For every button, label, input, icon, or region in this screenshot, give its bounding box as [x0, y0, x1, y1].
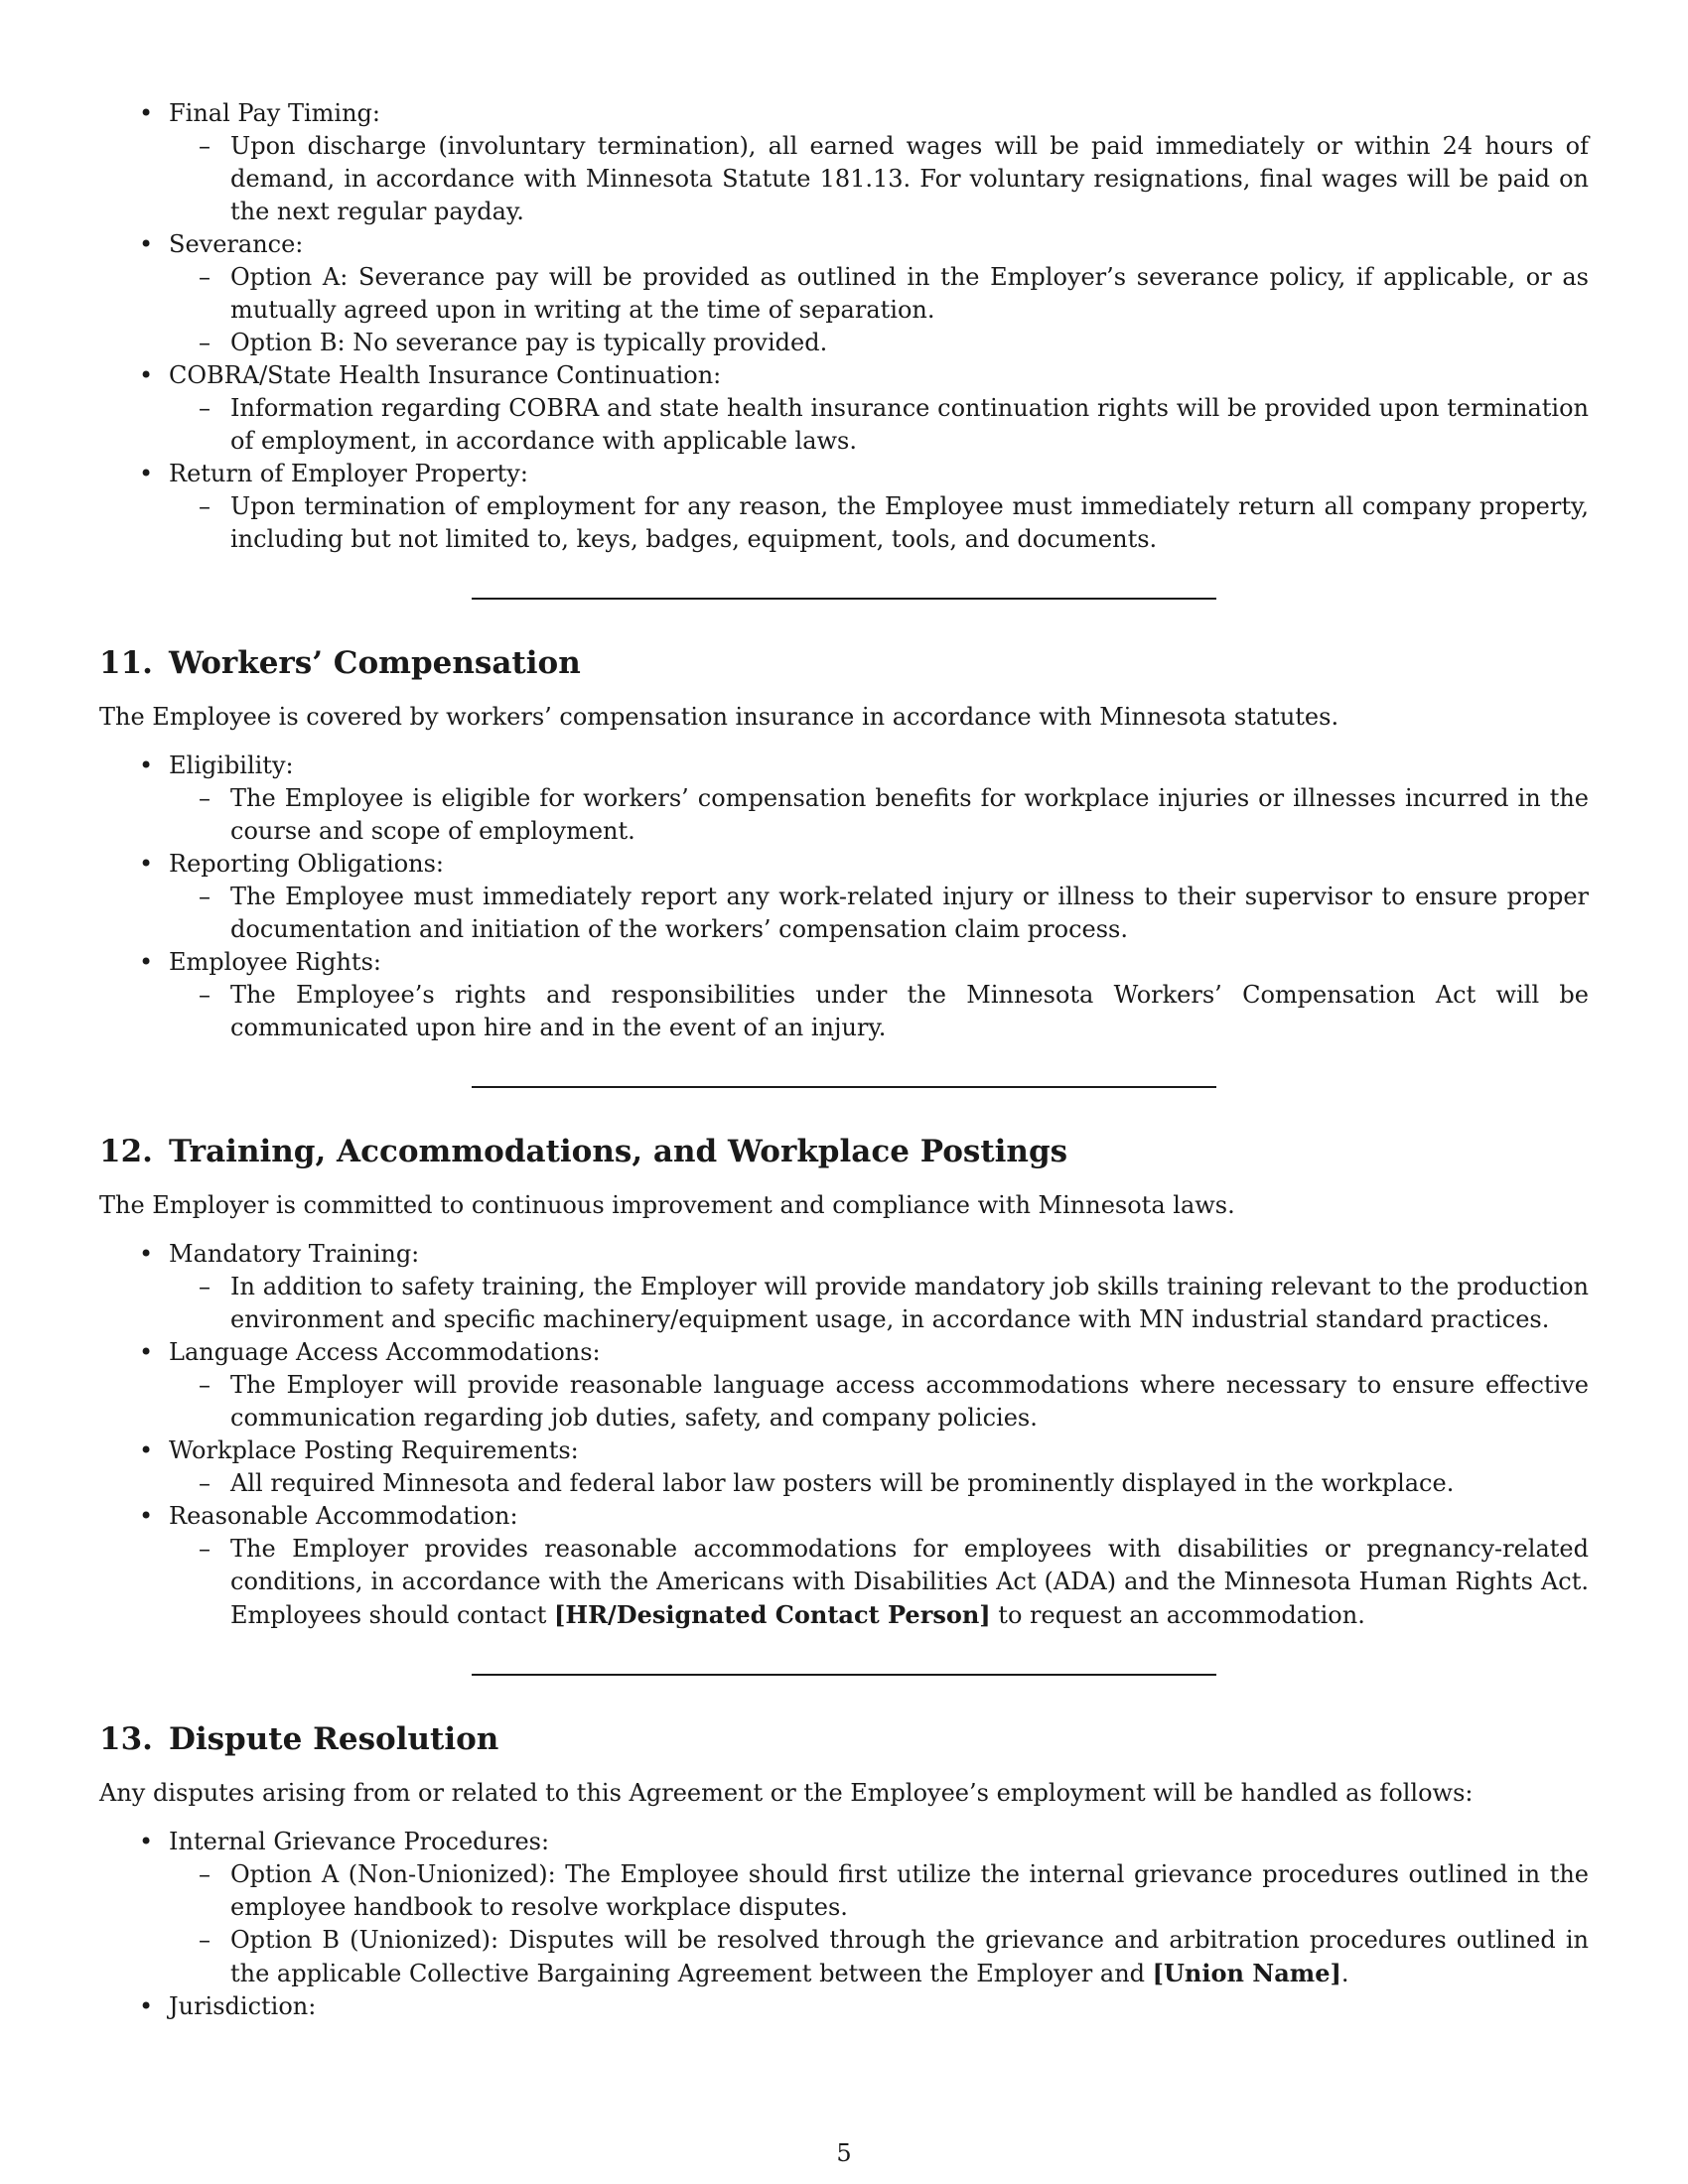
- placeholder-contact-person: [HR/Designated Contact Person]: [554, 1600, 991, 1629]
- bullet-icon: •: [139, 1338, 154, 1366]
- item-label: Return of Employer Property:: [169, 460, 528, 487]
- list-item: [99, 1238, 1589, 1336]
- section-number: 12.: [99, 1134, 153, 1169]
- dash-icon: –: [199, 132, 211, 160]
- sub-item-text-end: to request an accommodation.: [990, 1601, 1365, 1629]
- sub-item-text: Option A (Non-Unionized): The Employee should first utilize the internal grievance procedures outlined in the employee handbook to resolve workplace disputes.: [230, 1860, 1589, 1921]
- item-label: COBRA/State Health Insurance Continuation:: [169, 361, 722, 389]
- section-divider: [472, 1086, 1216, 1088]
- bullet-icon: •: [139, 948, 154, 976]
- dash-icon: –: [199, 492, 211, 520]
- sub-item: [169, 881, 1589, 946]
- dash-icon: –: [199, 1926, 211, 1954]
- dash-icon: –: [199, 329, 211, 356]
- sub-item-text: Information regarding COBRA and state health insurance continuation rights will be provided upon termination of employment, in accordance with applicable laws.: [230, 394, 1589, 455]
- sub-item: [169, 490, 1589, 556]
- bullet-icon: •: [139, 751, 154, 779]
- item-label: Mandatory Training:: [169, 1240, 420, 1268]
- sub-item-text: Option B: No severance pay is typically provided.: [230, 329, 828, 356]
- sub-item-text: All required Minnesota and federal labor law posters will be prominently displayed in the workplace.: [230, 1469, 1455, 1497]
- item-label: Workplace Posting Requirements:: [169, 1436, 579, 1464]
- section-title: Dispute Resolution: [168, 1721, 499, 1757]
- sub-item-text-start: Option B (Unionized): Disputes will be resolved through the grievance and arbitration procedures outlined in the applicable Collective Bargaining Agreement between the Employer and: [230, 1926, 1589, 1987]
- bullet-icon: •: [139, 1502, 154, 1530]
- list-item: [99, 1336, 1589, 1434]
- section-heading: [99, 1132, 1589, 1171]
- dash-icon: –: [199, 1469, 211, 1497]
- section-heading: [99, 1719, 1589, 1759]
- bullet-icon: •: [139, 460, 154, 487]
- section-list: [99, 1826, 1589, 2023]
- sub-item-text: The Employee’s rights and responsibilities under the Minnesota Workers’ Compensation Act will be communicated upon hire and in the event of an injury.: [230, 981, 1589, 1041]
- bullet-icon: •: [139, 361, 154, 389]
- sub-item: [169, 782, 1589, 848]
- sub-item-text: The Employee must immediately report any work-related injury or illness to their supervisor to ensure proper documentation and initiation of the workers’ compensation claim process.: [230, 883, 1589, 943]
- section-number: 11.: [99, 645, 153, 681]
- termination-list: [99, 97, 1589, 556]
- sub-item-text: The Employer will provide reasonable language access accommodations where necessary to ensure effective communication regarding job duties, safety, and company policies.: [230, 1371, 1589, 1432]
- sub-item: [169, 261, 1589, 327]
- page-number: 5: [836, 2139, 852, 2167]
- list-item: [99, 97, 1589, 228]
- page-content: [99, 97, 1589, 2023]
- list-item: [99, 228, 1589, 359]
- bullet-icon: •: [139, 850, 154, 878]
- sub-item-text: Upon discharge (involuntary termination), all earned wages will be paid immediately or within 24 hours of demand, in accordance with Minnesota Statute 181.13. For voluntary resignations, final wages will be paid on the next regular payday.: [230, 132, 1589, 225]
- sub-item-text: In addition to safety training, the Employer will provide mandatory job skills training relevant to the production environment and specific machinery/equipment usage, in accordance with MN industrial standard practices.: [230, 1273, 1589, 1333]
- item-label: Reasonable Accommodation:: [169, 1502, 518, 1530]
- item-label: Jurisdiction:: [169, 1992, 317, 2020]
- sub-item: [169, 1369, 1589, 1434]
- section-dispute-resolution: [99, 1719, 1589, 2023]
- section-intro: Any disputes arising from or related to this Agreement or the Employee’s employment will be handled as follows:: [99, 1779, 1474, 1807]
- item-label: Final Pay Timing:: [169, 99, 380, 127]
- dash-icon: –: [199, 784, 211, 812]
- dash-icon: –: [199, 1535, 211, 1563]
- item-label: Language Access Accommodations:: [169, 1338, 601, 1366]
- section-title: Workers’ Compensation: [168, 645, 581, 681]
- item-label: Internal Grievance Procedures:: [169, 1828, 550, 1855]
- section-divider: [472, 598, 1216, 600]
- item-label: Eligibility:: [169, 751, 294, 779]
- section-intro: The Employer is committed to continuous improvement and compliance with Minnesota laws.: [99, 1191, 1235, 1219]
- sub-item: [169, 327, 1589, 359]
- sub-item: [169, 392, 1589, 458]
- sub-item-text: The Employee is eligible for workers’ compensation benefits for workplace injuries or illnesses incurred in the course and scope of employment.: [230, 784, 1589, 845]
- sub-item: [169, 1533, 1589, 1632]
- bullet-icon: •: [139, 1992, 154, 2020]
- section-training-accommodations: [99, 1132, 1589, 1632]
- list-item: [99, 458, 1589, 556]
- section-workers-compensation: [99, 643, 1589, 1044]
- sub-item: [169, 1271, 1589, 1336]
- list-item: [99, 359, 1589, 458]
- bullet-icon: •: [139, 1240, 154, 1268]
- dash-icon: –: [199, 1860, 211, 1888]
- dash-icon: –: [199, 263, 211, 291]
- dash-icon: –: [199, 394, 211, 422]
- list-item: [99, 1434, 1589, 1500]
- sub-item: [169, 1858, 1589, 1924]
- list-item: [99, 946, 1589, 1044]
- section-divider: [472, 1674, 1216, 1676]
- list-item: [99, 1826, 1589, 1990]
- item-label: Reporting Obligations:: [169, 850, 445, 878]
- sub-item-text-start: The Employer provides reasonable accommodations for employees with disabilities or pregnancy-related conditions, in accordance with the Americans with Disabilities Act (ADA) and the Minnesota Human Rights Act. Employees should contact: [230, 1535, 1589, 1629]
- section-heading: [99, 643, 1589, 683]
- list-item: [99, 848, 1589, 946]
- section-list: [99, 1238, 1589, 1632]
- sub-item-text: Upon termination of employment for any reason, the Employee must immediately return all company property, including but not limited to, keys, badges, equipment, tools, and documents.: [230, 492, 1589, 553]
- item-label: Severance:: [169, 230, 304, 258]
- section-number: 13.: [99, 1721, 153, 1757]
- dash-icon: –: [199, 1273, 211, 1300]
- list-item: [99, 750, 1589, 848]
- bullet-icon: •: [139, 1828, 154, 1855]
- sub-item: [169, 1467, 1589, 1500]
- section-title: Training, Accommodations, and Workplace Postings: [168, 1134, 1068, 1169]
- bullet-icon: •: [139, 1436, 154, 1464]
- sub-item-text-end: .: [1340, 1960, 1349, 1987]
- placeholder-union-name: [Union Name]: [1152, 1959, 1341, 1987]
- sub-item-text: Option A: Severance pay will be provided as outlined in the Employer’s severance policy, if applicable, or as mutually agreed upon in writing at the time of separation.: [230, 263, 1589, 324]
- dash-icon: –: [199, 883, 211, 910]
- item-label: Employee Rights:: [169, 948, 381, 976]
- section-intro: The Employee is covered by workers’ compensation insurance in accordance with Minnesota statutes.: [99, 703, 1339, 731]
- list-item: [99, 1990, 1589, 2023]
- sub-item: [169, 979, 1589, 1044]
- dash-icon: –: [199, 1371, 211, 1399]
- sub-item: [169, 130, 1589, 228]
- list-item: [99, 1500, 1589, 1632]
- bullet-icon: •: [139, 99, 154, 127]
- section-list: [99, 750, 1589, 1044]
- bullet-icon: •: [139, 230, 154, 258]
- sub-item: [169, 1924, 1589, 1990]
- dash-icon: –: [199, 981, 211, 1009]
